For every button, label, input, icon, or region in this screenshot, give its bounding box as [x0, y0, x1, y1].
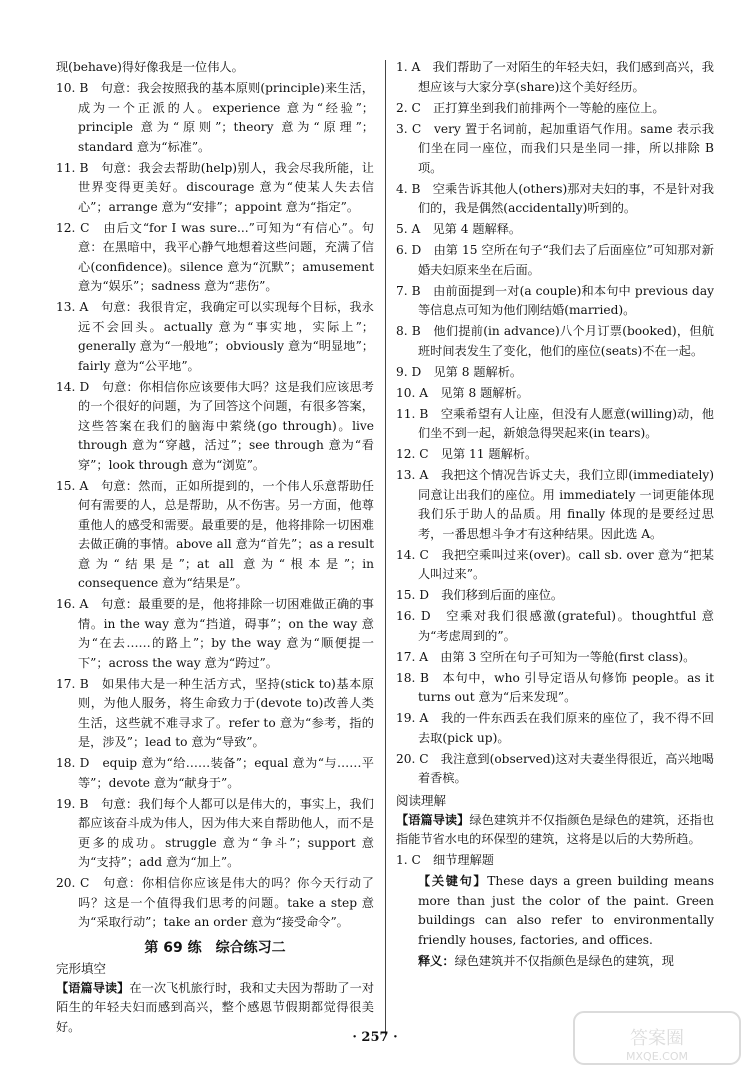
- answer-item: 4. B 空乘告诉其他人(others)那对夫妇的事，不是针对我们的，我是偶然(accidentally)听到的。: [396, 181, 714, 215]
- reading-guide: [396, 811, 714, 850]
- svg-text:MXQE.COM: MXQE.COM: [626, 1050, 688, 1063]
- cloze-subhead: 完形填空: [56, 960, 107, 976]
- answer-item: 14. C 我把空乘叫过来(over)。call sb. over 意为“把某人叫过来”。: [396, 547, 714, 581]
- answer-item: 11. B 空乘希望有人让座，但没有人愿意(willing)动，他们坐不到一起，新娘急得哭起来(in tears)。: [396, 406, 714, 440]
- answer-item: 5. A 见第 4 题解释。: [396, 222, 522, 236]
- answer-item: 16. D 空乘对我们很感激(grateful)。thoughtful 意为“考虑周到的”。: [396, 609, 714, 643]
- reading-subhead: 阅读理解: [396, 792, 447, 808]
- answer-item: 15. A 句意：然而，正如所提到的，一个伟人乐意帮助任何有需要的人，总是帮助，从不伤害。另一方面，他尊重他人的感受和需要。最重要的是，他将排除一切困难去做正确的事情。above all 意为“首先”；as a result 意为“结果是”；at all 意为“根本是”；in consequence 意为“结果是”。: [56, 478, 374, 590]
- answer-item: 17. B 如果伟大是一种生活方式，坚持(stick to)基本原则，为他人服务，将生命致力于(devote to)改善人类生活，这些就不难寻求了。refer to 意为“参考，指的是，涉及”；lead to 意为“导致”。: [56, 676, 374, 749]
- key-text: These days a green building means more than just the color of the paint. Green buildings can also refer to environmentally friendly houses, factories, and offices.: [418, 874, 714, 947]
- watermark-icon: [572, 1008, 742, 1068]
- left-answer-list: [56, 58, 374, 933]
- answer-item: 14. D 句意：你相信你应该要伟大吗？这是我们应该思考的一个很好的问题，为了回答这个问题，有很多答案，这些答案在我们的脑海中萦绕(go through)。live through 意为“穿越，活过”；see through 意为“看穿”；look through 意为“浏览”。: [56, 379, 374, 472]
- guide-tag: 【语篇导读】: [396, 812, 470, 827]
- answer-item: 7. B 由前面提到一对(a couple)和本句中 previous day 等信息点可知为他们刚结婚(married)。: [396, 283, 714, 317]
- answer-item: 9. D 见第 8 题解析。: [396, 364, 523, 379]
- answer-item: 20. C 我注意到(observed)这对夫妻坐得很近，高兴地喝着香槟。: [396, 751, 714, 785]
- answer-item: 19. B 句意：我们每个人都可以是伟大的，事实上，我们都应该奋斗成为伟人，因为伟大来自帮助他人，而不是更多的成功。struggle 意为“争斗”；support 意为“支持”；add 意为“加上”。: [56, 796, 374, 869]
- answer-item: 16. A 句意：最重要的是，他将排除一切困难做正确的事情。in the way 意为“挡道，碍事”；on the way 意为“在去……的路上”；by the way 意为“顺便提一下”；across the way 意为“跨过”。: [56, 597, 374, 670]
- answer-item: 18. D equip 意为“给……装备”；equal 意为“与……平等”；devote 意为“献身于”。: [56, 756, 374, 790]
- answer-item: 13. A 我把这个情况告诉丈夫，我们立即(immediately)同意让出我们的座位。用 immediately 一词更能体现我们乐于助人的品质。用 finally 体现的是要经过思考，一番思想斗争才有这种结果。因此选 A。: [396, 468, 714, 541]
- left-column: [56, 58, 374, 1039]
- page-number: · 257 ·: [352, 1030, 398, 1045]
- answer-item: 12. C 由后文“for I was sure...”可知为“有信心”。句意：在黑暗中，我平心静气地想着这些问题，充满了信心(confidence)。silence 意为“沉默”；amusement 意为“娱乐”；sadness 意为“悲伤”。: [56, 220, 374, 293]
- answer-item: 20. C 句意：你相信你应该是伟大的吗？你今天行动了吗？这是一个值得我们思考的问题。take a step 意为“采取行动”；take an order 意为“接受命令”。: [56, 876, 374, 929]
- answer-item: 13. A 句意：我很肯定，我确定可以实现每个目标，我永远不会回头。actually 意为“事实地，实际上”；generally 意为“一般地”；obviously 意为“明显地”；fairly 意为“公平地”。: [56, 300, 374, 373]
- answer-item: 10. B 句意：我会按照我的基本原则(principle)来生活，成为一个正派的人。experience 意为“经验”；principle 意为“原则”；theory 意为“原理”；standard 意为“标准”。: [56, 81, 374, 154]
- section-title: 第 69 练 综合练习二: [144, 939, 286, 956]
- right-column: [396, 58, 714, 973]
- reading-q1-label: 1. C 细节理解题: [396, 853, 494, 867]
- answer-item: 2. C 正打算坐到我们前排两个一等舱的座位上。: [396, 100, 665, 115]
- answer-item: 18. B 本句中，who 引导定语从句修饰 people。as it turns out 意为“后来发现”。: [396, 670, 714, 704]
- guide-tag: 【语篇导读】: [56, 980, 130, 995]
- answer-item: 3. C very 置于名词前，起加重语气作用。same 表示我们坐在同一座位，而我们只是坐同一排，所以排除 B 项。: [396, 121, 714, 175]
- explain-tag: 释义：: [418, 953, 455, 968]
- answer-item: 现(behave)得好像我是一位伟人。: [56, 60, 244, 74]
- answer-item: 10. A 见第 8 题解析。: [396, 385, 529, 400]
- right-answer-list: [396, 58, 714, 789]
- guide-text: 绿色建筑并不仅指颜色是绿色的建筑，还指也指能节省水电的环保型的建筑，这将是以后的大势所趋。: [396, 812, 715, 846]
- answer-item: 8. B 他们提前(in advance)八个月订票(booked)，但航班时间表发生了变化，他们的座位(seats)不在一起。: [396, 324, 714, 358]
- key-sentence: [396, 872, 714, 950]
- explanation: [396, 952, 714, 972]
- key-tag: 【关键句】: [418, 874, 488, 888]
- answer-item: 19. A 我的一件东西丢在我们原来的座位了，我不得不回去取(pick up)。: [396, 711, 714, 745]
- answer-item: 11. B 句意：我会去帮助(help)别人，我会尽我所能，让世界变得更美好。discourage 意为“使某人失去信心”；arrange 意为“安排”；appoint 意为“指定”。: [56, 160, 374, 214]
- answer-item: 6. D 由第 15 空所在句子“我们去了后面座位”可知那对新婚夫妇原来坐在后面。: [396, 243, 714, 277]
- guide-text: 在一次飞机旅行时，我和丈夫因为帮助了一对陌生的年轻夫妇而感到高兴，整个感恩节假期都觉得很美好。: [56, 980, 375, 1034]
- watermark-logo: [572, 1008, 742, 1068]
- answer-item: 1. A 我们帮助了一对陌生的年轻夫妇，我们感到高兴，我想应该与大家分享(share)这个美好经历。: [396, 60, 714, 94]
- answer-item: 17. A 由第 3 空所在句子可知为一等舱(first class)。: [396, 649, 696, 664]
- answer-item: 12. C 见第 11 题解析。: [396, 447, 538, 461]
- answer-item: 15. D 我们移到后面的座位。: [396, 588, 564, 602]
- svg-text:答案圈: 答案圈: [630, 1028, 684, 1049]
- column-divider: [385, 60, 386, 1035]
- cloze-guide: [56, 979, 374, 1038]
- explain-text: 绿色建筑并不仅指颜色是绿色的建筑，现: [454, 953, 674, 968]
